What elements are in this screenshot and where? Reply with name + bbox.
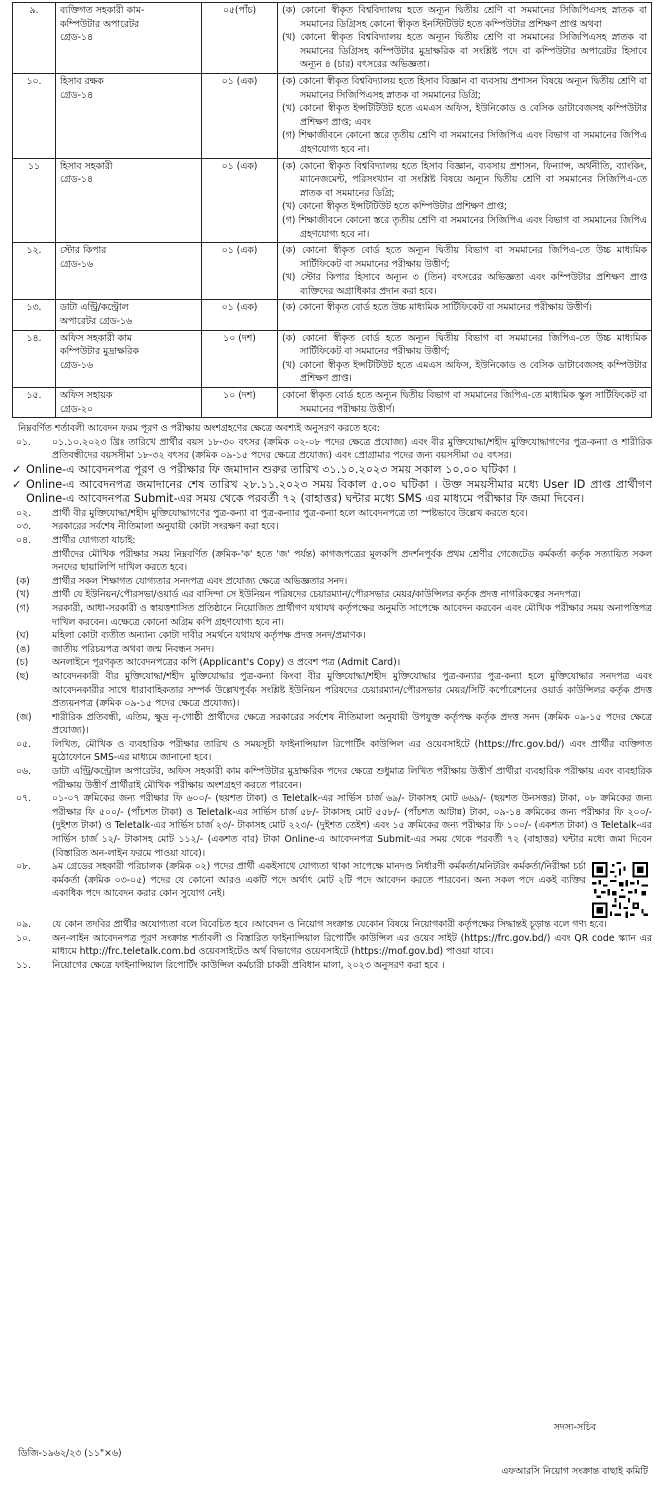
doc-item-kha: (খ) প্রার্থী যে ইউনিয়ন/পৌরসভা/ওয়ার্ড এর বাসিন্দা সে ইউনিয়ন পরিষদের চেয়ারম্যান/পৌরসভার মেয়র/কাউন্সিলর কর্তৃক প্রদত্ত নাগরিকত্বের সনদপত্র। [16,589,581,601]
post-serial: ১৫. [13,388,56,418]
post-name-line: ব্যক্তিগত সহকারী কাম- [60,5,145,16]
post-count: ০৫(পাঁচ) [202,3,278,74]
post-serial: ১৩. [13,300,56,330]
note-01: ০১. ০১.১০.২০২৩ খ্রিঃ তারিখে প্রার্থীর বয়স ১৮-৩০ বৎসর (ক্রমিক ০২-০৮ পদের ক্ষেত্রে প্রযোজ্য) এবং বীর মুক্তিযোদ্ধা/শহীদ মুক্তিযোদ্ধাগণের পুত্র-কন্যা ও শারীরিক প্রতিবন্ধীদের বয়সসীমা ১৮-৩২ বৎসর (ক্রমিক ০৯-১৫ পদের ক্ষেত্রে প্রযোজ্য) এবং প্রোগ্রামার পদের জন্য বয়সসীমা ৩৫ বৎসর। [16,436,652,462]
instructions-intro: নিম্নবর্ণিত শর্তাবলী আবেদন ফরম পূরণ ও পরীক্ষায় অংশগ্রহণের ক্ষেত্রে অবশ্যই অনুসরণ করতে হবে: [18,423,380,435]
post-name-line: হিসাব রক্ষক [60,75,104,87]
post-name-line: অফিস সহায়ক [60,390,113,402]
post-serial: ১০. [13,73,56,158]
posts-table [12,2,652,418]
post-name-line: অপারেটর গ্রেড-১৬ [60,316,133,328]
post-name-line: গ্রেড-১৬ [60,359,94,371]
post-count: ০১ (এক) [202,243,278,300]
qualification-item: (ক) কোনো স্বীকৃত বোর্ড হতে উচ্চ মাধ্যমিক সার্টিফিকেট বা সমমানের পরীক্ষায় উত্তীর্ণ। [282,302,592,314]
qualification-item: কোনো স্বীকৃত বোর্ড হতে অন্যূন দ্বিতীয় বিভাগ বা সমমানের জিপিএ-তে মাধ্যমিক স্কুল সার্টিফিকেট বা সমমানের পরীক্ষায় উত্তীর্ণ। [282,390,647,415]
post-name [56,243,202,300]
qualification-item: (খ) কোনো স্বীকৃত বিশ্ববিদ্যালয় হতে অন্যূন দ্বিতীয় শ্রেণি বা সমমানের সিজিপিএসহ স্নাতক বা সমমানের ডিগ্রিসহ কম্পিউটার মুদ্রাক্ষরিক বা সংশ্লিষ্ট পদে বা কম্পিউটার অপারেটর হিসাবে অন্যূন ৪ (চার) বৎসরের অভিজ্ঞতা। [282,32,647,71]
qualification-item: (ক) কোনো স্বীকৃত বিশ্ববিদ্যালয় হতে হিসাব বিজ্ঞান, ব্যবসায় প্রশাসন, ফিন্যান্স, অর্থনীতি, ব্যাংকিং, ম্যানেজমেন্ট, পরিসংখ্যান বা সংশ্লিষ্ট বিষয়ে অন্যূন দ্বিতীয় শ্রেণি বা সমমানের সিজিপিএ-তে স্নাতক বা সমমানের ডিগ্রি; [282,160,647,199]
doc-item-ja: (জ) শারীরিক প্রতিবন্ধী, এতিম, ক্ষুদ্র নৃ-গোষ্ঠী প্রার্থীদের ক্ষেত্রে সরকারের সর্বশেষ নীতিমালা অনুযায়ী উপযুক্ত কর্তৃপক্ষ কর্তৃক প্রদত্ত সনদ (ক্রমিক ০৯-১৫ পদের ক্ষেত্রে প্রযোজ্য)। [16,711,652,737]
qualification-item: (খ) স্টোর কিপার হিসাবে অন্যূন ৩ (তিন) বৎসরের অভিজ্ঞতা এবং কম্পিউটার প্রশিক্ষণ প্রাপ্ত ব্যক্তিদের অগ্রাধিকার প্রদান করা হবে। [282,272,647,297]
post-serial: ১১ [13,158,56,243]
qualification-item: (খ) কোনো স্বীকৃত ইন্সটিটিউট হতে এমএস অফিস, ইউনিকোড ও বেসিক ডাটাবেজসহ কম্পিউটার প্রশিক্ষণ প্রাপ্ত। [282,359,647,385]
job-circular-page [6,2,658,1482]
post-name-line: গ্রেড-১৪ [60,32,93,44]
post-name [56,300,202,330]
post-count: ০১ (এক) [202,158,278,243]
qualification-item: (ক) কোনো স্বীকৃত বোর্ড হতে অন্যূন দ্বিতীয় বিভাগ বা সমমানের জিপিএ-তে উচ্চ মাধ্যমিক সার্টিফিকেট বা সমমানের পরীক্ষায় উত্তীর্ণ; [282,245,647,270]
check-icon: ✓ [12,477,22,491]
note-07: ০৭. ০১-০৭ ক্রমিকের জন্য পরীক্ষার ফি ৬০০/- (ছয়শত টাকা) ও Teletalk-এর সার্ভিস চার্জ ৬৯/- টাকাসহ মোট ৬৬৯/- (ছয়শত উনসত্তর) টাকা, ০৮ ক্রমিকের জন্য পরীক্ষার ফি ৫০০/- (পাঁচশত টাকা) ও Teletalk-এর সার্ভিস চার্জ ৫৮/- টাকাসহ মোট ৫৫৮/- (পাঁচশত আটান্ন) টাকা, ০৯-১৪ ক্রমিকের জন্য পরীক্ষার ফি ২০০/- (দুইশত টাকা) ও Teletalk-এর সার্ভিস চার্জ ২৩/- টাকাসহ মোট ২২৩/- (দুইশত তেইশ) এবং ১৫ ক্রমিকের জন্য পরীক্ষার ফি ১০০/- (একশত টাকা) ও Teletalk-এর সার্ভিস চার্জ ১২/- টাকাসহ মোট ১১২/- (একশত বার) টাকা Online-এ আবেদনপত্র Submit-এর সময় থেকে পরবর্তী ৭২ (বাহাত্তর) ঘন্টার মধ্যে জমা দিবেন (বিস্তারিত অন-লাইন ফরমে পাওয়া যাবে)। [16,793,652,859]
post-serial: ১৪. [13,330,56,387]
post-name [56,330,202,387]
post-count: ১০ (দশ) [202,330,278,387]
note-03: ০৩. সরকারের সর্বশেষ নীতিমালা অনুযায়ী কোটা সংরক্ষণ করা হবে। [16,521,279,533]
post-name-line: গ্রেড-১৪ [60,174,93,186]
post-name-line: কম্পিউটার অপারেটর [60,18,140,30]
posts-table-body [13,3,652,418]
post-name [56,3,202,74]
reference-code: ডিজি-১৯৬২/২৩ (১১"×৬) [18,1448,122,1459]
post-name-line: ডাটা এন্ট্রি/কন্ট্রোল [60,302,129,314]
post-name [56,73,202,158]
post-qualifications [278,300,652,330]
qualification-item: (ক) কোনো স্বীকৃত বোর্ড হতে অন্যূন দ্বিতীয় বিভাগ বা সমমানের জিপিএ-তে উচ্চ মাধ্যমিক সার্টিফিকেট বা সমমানের পরীক্ষায় উত্তীর্ণ; [282,332,647,358]
qualification-item: (ক) কোনো স্বীকৃত বিশ্ববিদ্যালয় হতে হিসাব বিজ্ঞান বা ব্যবসায় প্রশাসন বিষয়ে অন্যূন দ্বিতীয় শ্রেণি বা সমমানের সিজিপিএসহ স্নাতক বা সমমানের ডিগ্রি; [282,75,647,101]
note-08: ০৮. ৯ম গ্রেডের সহকারী পরিচালক (ক্রমিক ০২) পদের প্রার্থী একইসাথে যোগ্যতা থাকা সাপেক্ষে মানদণ্ড নির্ধারণী কর্মকর্তা/মনিটরিং কর্মকর্তা/নিরীক্ষা চর্চা কর্মকর্তা (ক্রমিক ০৩-০৫) পদের যে কোনো আরও একটি পদে অর্থাৎ মোট ২টি পদে আবেদন করতে পারবেন। অন্য সকল পদে একই ব্যক্তির একাধিক পদে আবেদন করার কোন সুযোগ নেই। [12,860,652,918]
note-06: ০৬. ডাটা এন্ট্রি/কন্ট্রোল অপারেটর, অফিস সহকারী কাম কম্পিউটার মুদ্রাক্ষরিক পদের ক্ষেত্রে শুধুমাত্র লিখিত পরীক্ষায় উত্তীর্ণ প্রার্থীরা ব্যবহারিক পরীক্ষায় এবং ব্যবহারিক পরীক্ষায় উত্তীর্ণ প্রার্থীরাই মৌখিক পরীক্ষায় অংশগ্রহণ করতে পারবেন। [16,766,652,791]
note-02: ০২. প্রার্থী বীর মুক্তিযোদ্ধা/শহীদ মুক্তিযোদ্ধাগণের পুত্র-কন্যা বা পুত্র-কন্যার পুত্র-কন্যা হলে আবেদনপত্রে তা স্পষ্টভাবে উল্লেখ করতে হবে। [16,507,528,519]
post-row [13,73,652,158]
post-qualifications [278,3,652,74]
post-row [13,243,652,300]
note-09: ০৯. যে কোন তদবির প্রার্থীর অযোগ্যতা বলে বিবেচিত হবে ।আবেদন ও নিয়োগ সংক্রান্ত যেকোন বিষয়ে নিয়োগকারী কর্তৃপক্ষের সিদ্ধান্তই চূড়ান্ত বলে গণ্য হবে। [16,919,607,931]
online-start-note: ✓ Online-এ আবেদনপত্র পূরণ ও পরীক্ষার ফি জমাদান শুরুর তারিখ ৩১.১০.২০২৩ সময় সকাল ১০.০০ ঘটিকা । [12,463,517,476]
post-name [56,388,202,418]
post-name-line: গ্রেড-১৬ [60,258,94,270]
note-05: ০৫. লিখিত, মৌখিক ও ব্যবহারিক পরীক্ষার তারিখ ও সময়সূচী ফাইনান্সিয়াল রিপোর্টিং কাউন্সিল এর ওয়েবসাইটে (https://frc.gov.bd/) এবং প্রার্থীর ব্যক্তিগত মুঠোফোনে SMS-এর মাধ্যমে জানানো হবে। [16,738,652,764]
post-serial: ৯. [13,3,56,74]
post-name-line: গ্রেড-২০ [60,403,94,415]
post-qualifications [278,330,652,387]
post-row [13,3,652,74]
qualification-item: (গ) শিক্ষাজীবনে কোনো স্তরে তৃতীয় শ্রেণি বা সমমানের সিজিপিএ এবং বিভাগ বা সমমানের জিপিএ গ্রহণযোগ্য হবে না। [282,214,647,240]
check-icon: ✓ [12,463,22,476]
post-name-line: স্টোর কিপার [60,245,107,257]
signatory-title: সদস্য-সচিব [553,1422,596,1433]
post-name [56,158,202,243]
post-qualifications [278,73,652,158]
post-qualifications [278,158,652,243]
post-row [13,300,652,330]
note-11: ১১. নিয়োগের ক্ষেত্রে ফাইনান্সিয়াল রিপোর্টিং কাউন্সিল কর্মচারী চাকরী প্রবিধান মালা, ২০২৩ অনুসরণ করা হবে । [16,960,445,971]
post-serial: ১২. [13,243,56,300]
post-count: ০১ (এক) [202,73,278,158]
post-name-line: গ্রেড-১৪ [60,89,93,101]
signature-block [18,1420,654,1480]
post-row [13,388,652,418]
post-count: ১০ (দশ) [202,388,278,418]
note-04-body: প্রার্থীদের মৌখিক পরীক্ষার সময় নিম্নবর্ণিত (ক্রমিক-'ক' হতে 'জ' পর্যন্ত) কাগজপত্রের মূলকপি প্রদর্শনপূর্বক প্রথম শ্রেণীর গেজেটেড কর্মকর্তা কর্তৃক সত্যায়িত সকল সনদের ছায়ালিপি দাখিল করতে হবে। [52,548,652,574]
doc-item-gha: (ঘ) মহিলা কোটা ব্যতীত অন্যান্য কোটা দাবীর সমর্থনে যথাযথ কর্তৃপক্ষ প্রদত্ত সনদ/প্রমাণক। [16,630,366,642]
post-qualifications [278,243,652,300]
post-row [13,158,652,243]
post-count: ০১ (এক) [202,300,278,330]
doc-item-nga: (ঙ) জাতীয় পরিচয়পত্র অথবা জন্ম নিবন্ধন সনদ। [16,643,215,655]
qualification-item: (খ) কোনো স্বীকৃত ইন্সটিটিউট হতে এমএস অফিস, ইউনিকোড ও বেসিক ডাটাবেজসহ কম্পিউটার প্রশিক্ষণ প্রাপ্ত; এবং [282,103,647,128]
committee-name: এফআরসি নিয়োগ সংক্রান্ত বাছাই কমিটি [501,1466,648,1477]
doc-item-chha: (ছ) আবেদনকারী বীর মুক্তিযোদ্ধা/শহীদ মুক্তিযোদ্ধার পুত্র-কন্যা কিংবা বীর মুক্তিযোদ্ধা/শহীদ মুক্তিযোদ্ধার পুত্র-কন্যার পুত্র-কন্যা হলে মুক্তিযোদ্ধার সনদপত্র এবং আবেদনকারীর সাথে ধারাবাহিকতার সম্পর্ক উল্লেখপূর্বক সংশ্লিষ্ট ইউনিয়ন পরিষদের চেয়ারম্যান/পৌরসভার মেয়র/সিটি কর্পোরেশনের ওয়ার্ড কাউন্সিলর কর্তৃক প্রদত্ত প্রত্যয়নপত্র (ক্রমিক ০৯-১৫ পদের ক্ষেত্রে প্রযোজ্য)। [16,670,652,710]
post-qualifications [278,388,652,418]
post-name-line: হিসাব সহকারী [60,160,113,172]
post-row [13,330,652,387]
note-10: ১০. অন-লাইন আবেদনপত্র পূরণ সংক্রান্ত শর্তাবলী ও বিস্তারিত ফাইনান্সিয়াল রিপোর্টিং কাউন্সিল এর ওয়েব সাইট (https://frc.gov.bd/) এবং QR code স্ক্যান এর মাধ্যমে http://frc.teletalk.com.bd ওয়েবসাইটেও অর্থ বিভাগের ওয়েবসাইটে (https://mof.gov.bd) পাওয়া যাবে। [16,932,652,958]
qr-code-icon[interactable] [592,862,648,918]
doc-item-ga: (গ) সরকারী, আধা-সরকারী ও স্বায়ত্তশাসিত প্রতিষ্ঠানে নিয়োজিত প্রার্থীগণ যথাযথ কর্তৃপক্ষের অনুমতি সাপেক্ষে আবেদন করবেন এবং মৌখিক পরীক্ষার সময় অনাপত্তিপত্র দাখিল করবেন। এক্ষেত্রে কোনো অগ্রিম কপি গ্রহণযোগ্য হবে না। [16,602,652,628]
post-name-line: কম্পিউটার মুদ্রাক্ষরিক [60,346,139,358]
note-04: ০৪. প্রার্থীর যোগ্যতা যাচাই: [16,534,136,546]
instructions-section [12,422,652,972]
qualification-item: (ক) কোনো স্বীকৃত বিশ্ববিদ্যালয় হতে অন্যূন দ্বিতীয় শ্রেণি বা সমমানের সিজিপিএসহ স্নাতক বা সমমানের ডিগ্রিসহ কোনো স্বীকৃত ইনস্টিটিউট হতে কম্পিউটার প্রশিক্ষণ প্রাপ্ত অথবা [282,5,647,30]
post-name-line: অফিস সহকারী কাম [60,332,132,344]
qualification-item: (খ) কোনো স্বীকৃত ইন্সটিটিউট হতে কম্পিউটার প্রশিক্ষণ প্রাপ্ত; [282,201,508,213]
online-deadline-note: ✓ Online-এ আবেদনপত্র জমাদানের শেষ তারিখ ২৮.১১.২০২৩ সময় বিকাল ৫.০০ ঘটিকা । উক্ত সময়সীমার মধ্যে User ID প্রাপ্ত প্রার্থীগণ Online-এ আবেদনপত্র Submit-এর সময় থেকে পরবর্তী ৭২ (বাহাত্তর) ঘন্টার মধ্যে SMS এর মাধ্যমে পরীক্ষার ফি জমা দিবেন। [12,477,652,506]
doc-item-ka: (ক) প্রার্থীর সকল শিক্ষাগত যোগ্যতার সনদপত্র এবং প্রযোজ্য ক্ষেত্রে অভিজ্ঞতার সনদ। [16,575,348,587]
qualification-item: (গ) শিক্ষাজীবনে কোনো স্তরে তৃতীয় শ্রেণি বা সমমানের সিজিপিএ এবং বিভাগ বা সমমানের জিপিএ গ্রহণযোগ্য হবে না। [282,130,647,155]
doc-item-cha: (চ) অনলাইনে পূরণকৃত আবেদনপত্রের কপি (Applicant's Copy) ও প্রবেশ পত্র (Admit Card)। [16,657,401,669]
